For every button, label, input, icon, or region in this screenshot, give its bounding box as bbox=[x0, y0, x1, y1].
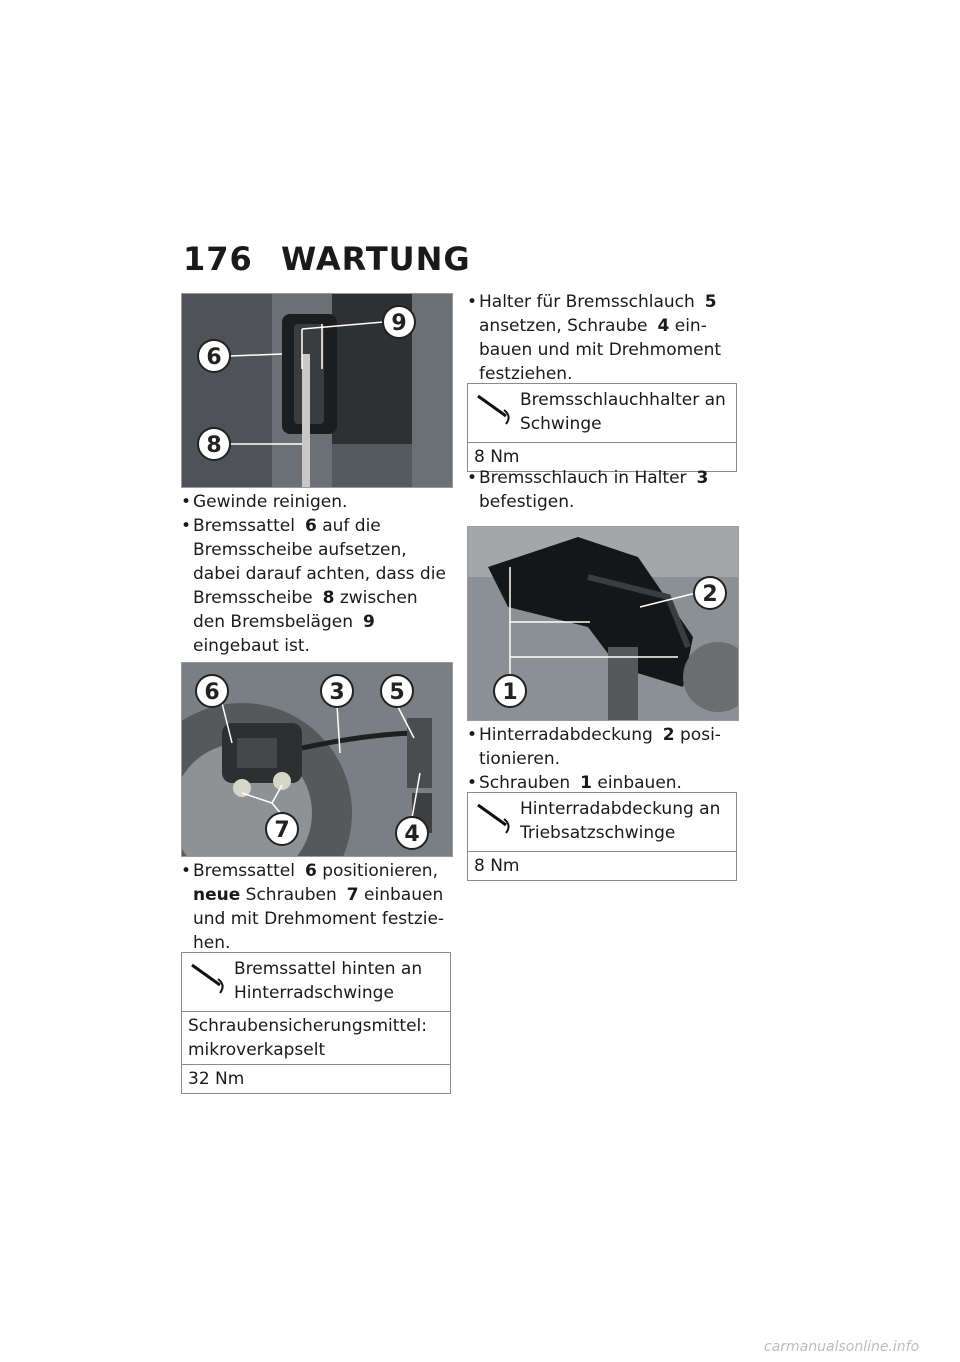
torque-spec-title: Bremssattel hinten an Hinterradschwinge bbox=[234, 959, 423, 1003]
steps-block-3 bbox=[467, 290, 735, 386]
callout-label: 5 bbox=[389, 680, 405, 705]
callout-label: 4 bbox=[404, 822, 420, 847]
callout-label: 2 bbox=[702, 582, 718, 607]
callout-label: 6 bbox=[204, 680, 220, 705]
torque-wrench-icon bbox=[474, 797, 520, 845]
callout-label: 3 bbox=[329, 680, 345, 705]
figure-rear-wheel-cover bbox=[467, 526, 739, 721]
callout-label: 9 bbox=[391, 311, 407, 336]
torque-wrench-icon bbox=[474, 388, 520, 436]
callout-label: 8 bbox=[206, 433, 222, 458]
figure-brake-caliper-mount bbox=[181, 662, 453, 857]
step-item: • Bremsschlauch in Halter 3 befestigen. bbox=[467, 466, 735, 514]
torque-spec-box bbox=[467, 383, 737, 472]
page-number: 176 bbox=[183, 240, 253, 278]
torque-spec-note: Schraubensicherungsmittel: mikroverkapselt bbox=[182, 1011, 450, 1064]
step-item: • Schrauben 1 einbauen. bbox=[467, 771, 735, 795]
figure-brake-caliper-closeup bbox=[181, 293, 453, 488]
page-title: WARTUNG bbox=[281, 240, 471, 278]
torque-spec-box bbox=[181, 952, 451, 1094]
callout-label: 7 bbox=[274, 818, 290, 843]
watermark: carmanualsonline.info bbox=[764, 1339, 920, 1355]
torque-spec-value: 8 Nm bbox=[468, 442, 736, 471]
step-item: • Bremssattel 6 auf die Bremsscheibe aufsetzen, dabei darauf achten, dass die Bremsscheibe 8 zwischen den Bremsbelägen 9 eingebaut ist. bbox=[181, 514, 453, 658]
torque-spec-box bbox=[467, 792, 737, 881]
torque-spec-title: Bremsschlauchhalter an Schwinge bbox=[520, 390, 726, 434]
step-item: • Hinterradabdeckung 2 posi-tionieren. bbox=[467, 723, 735, 771]
steps-block-1 bbox=[181, 490, 453, 658]
page-header bbox=[183, 240, 471, 278]
torque-spec-value: 8 Nm bbox=[468, 851, 736, 880]
torque-spec-value: 32 Nm bbox=[182, 1064, 450, 1093]
steps-block-5 bbox=[467, 723, 735, 795]
steps-block-2 bbox=[181, 859, 453, 955]
callout-label: 6 bbox=[206, 345, 222, 370]
callout-label: 1 bbox=[502, 680, 518, 705]
steps-block-4 bbox=[467, 466, 735, 514]
step-item: • Halter für Bremsschlauch 5 ansetzen, Schraube 4 ein-bauen und mit Drehmoment festziehen. bbox=[467, 290, 735, 386]
torque-spec-title: Hinterradabdeckung an Triebsatzschwinge bbox=[520, 799, 721, 843]
torque-wrench-icon bbox=[188, 957, 234, 1005]
step-item: • Bremssattel 6 positionieren, neue Schrauben 7 einbauen und mit Drehmoment festzie-hen. bbox=[181, 859, 453, 955]
step-item: • Gewinde reinigen. bbox=[181, 490, 453, 514]
